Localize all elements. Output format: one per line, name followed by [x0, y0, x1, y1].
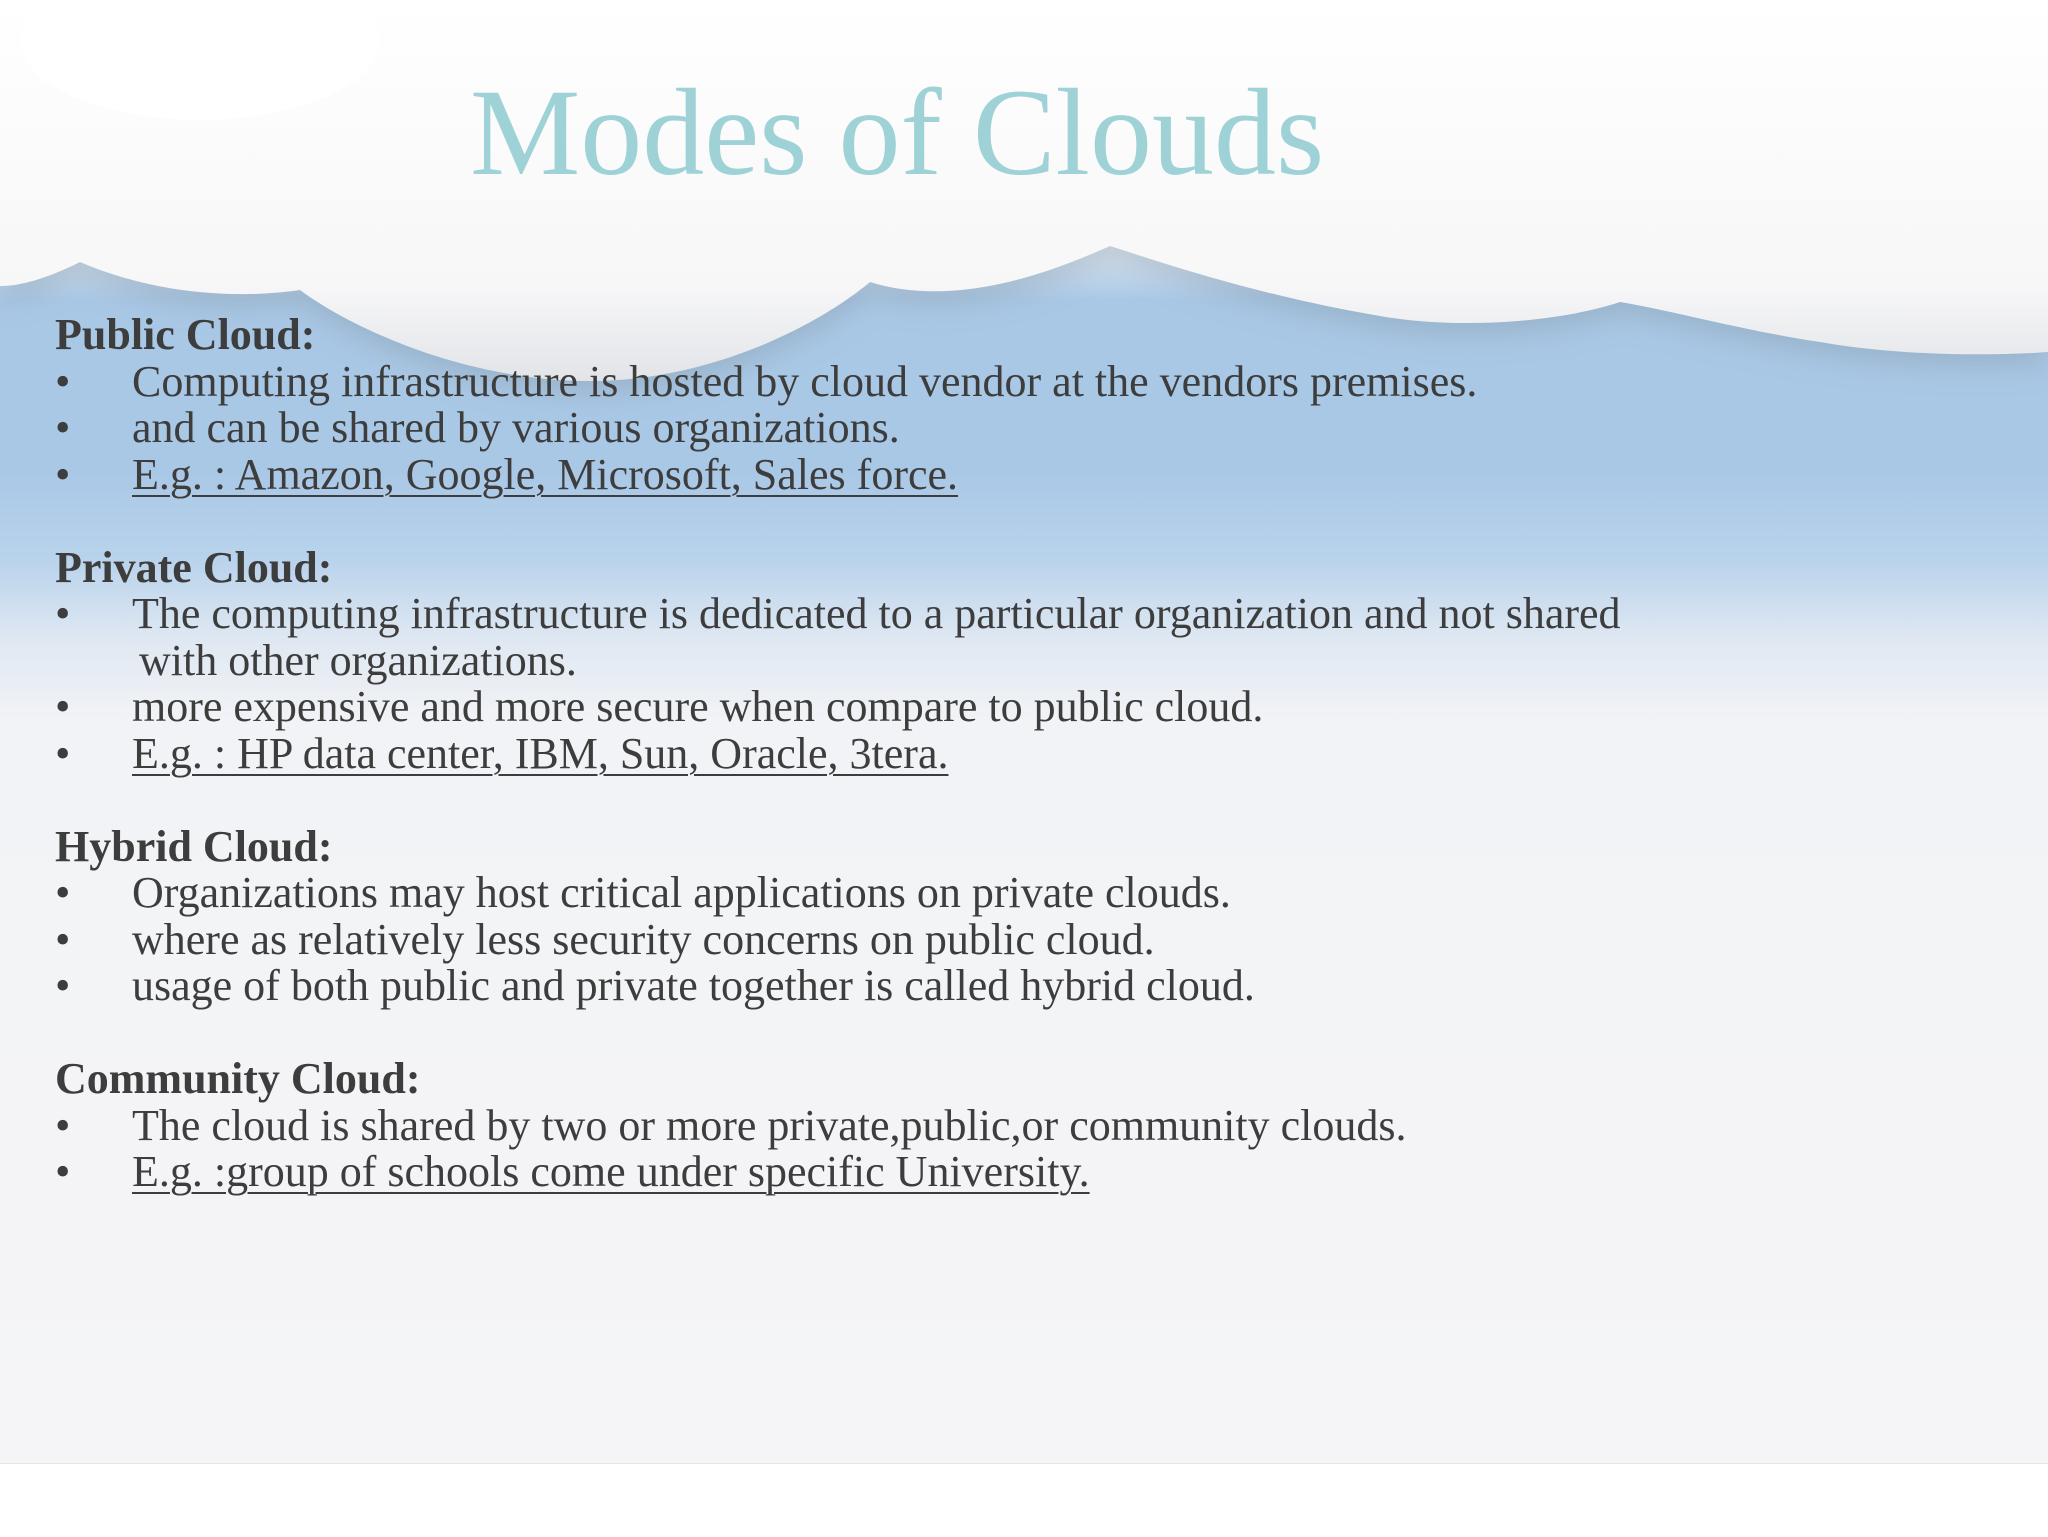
bullet-text: Computing infrastructure is hosted by cloud vendor at the vendors premises.: [132, 356, 1478, 406]
bullet-icon: •: [55, 1100, 71, 1150]
list-item: [55, 591, 1955, 684]
section-public-cloud: [55, 312, 1955, 498]
bullet-icon: •: [55, 403, 71, 452]
list-item: [55, 1149, 1955, 1196]
bullet-icon: •: [55, 1147, 71, 1196]
bullet-icon: •: [55, 728, 71, 778]
bullet-icon: •: [55, 914, 71, 964]
bullet-icon: •: [55, 449, 71, 499]
section-heading: Public Cloud:: [55, 310, 316, 359]
example-text: E.g. : Amazon, Google, Microsoft, Sales force.: [132, 449, 959, 499]
section-private-cloud: [55, 542, 1955, 778]
list-item: [55, 405, 1955, 452]
slide-content: [55, 312, 1955, 1242]
bullet-list: [55, 591, 1955, 777]
list-item: [55, 356, 1955, 406]
example-text: E.g. :group of schools come under specific University.: [132, 1147, 1090, 1196]
list-item: [55, 963, 1955, 1010]
bullet-text: The computing infrastructure is dedicated to a particular organization and not shared: [132, 589, 1621, 638]
bullet-icon: •: [55, 682, 71, 731]
list-item: [55, 684, 1955, 731]
bullet-icon: •: [55, 868, 71, 917]
bullet-text: Organizations may host critical applications on private clouds.: [132, 868, 1231, 917]
list-item: [55, 870, 1955, 917]
section-hybrid-cloud: [55, 821, 1955, 1010]
section-community-cloud: [55, 1056, 1955, 1196]
section-heading: Community Cloud:: [55, 1054, 421, 1103]
section-heading: Hybrid Cloud:: [55, 821, 333, 871]
bullet-text: where as relatively less security concerns on public cloud.: [132, 914, 1155, 964]
bullet-text: more expensive and more secure when compare to public cloud.: [132, 682, 1264, 731]
bullet-icon: •: [55, 589, 71, 638]
bullet-icon: •: [55, 961, 71, 1010]
list-item: [55, 449, 1955, 499]
bullet-text-continuation: with other organizations.: [139, 635, 577, 685]
bullet-list: [55, 1100, 1955, 1196]
bullet-list: [55, 356, 1955, 499]
list-item: [55, 728, 1955, 778]
list-item: [55, 914, 1955, 964]
slide-title: Modes of Clouds: [470, 64, 1325, 201]
bottom-margin: [0, 1463, 2048, 1537]
section-heading: Private Cloud:: [55, 542, 333, 592]
bullet-list: [55, 870, 1955, 1010]
bullet-text: usage of both public and private together is called hybrid cloud.: [132, 961, 1255, 1010]
bullet-icon: •: [55, 356, 71, 406]
bullet-text: and can be shared by various organizations.: [132, 403, 900, 452]
list-item: [55, 1100, 1955, 1150]
bullet-text: The cloud is shared by two or more private,public,or community clouds.: [132, 1100, 1407, 1150]
example-text: E.g. : HP data center, IBM, Sun, Oracle, 3tera.: [132, 728, 949, 778]
